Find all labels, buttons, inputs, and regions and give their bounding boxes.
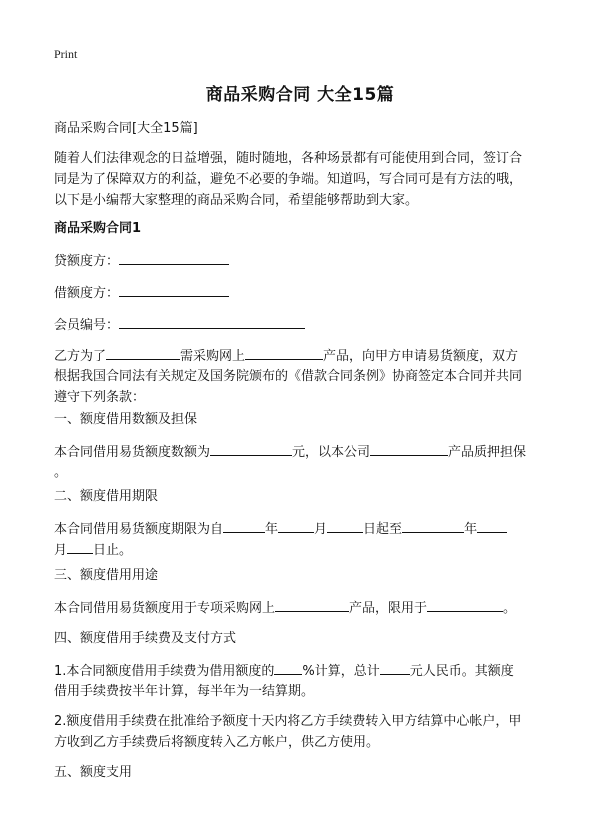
s2-line-2	[54, 539, 554, 561]
s2-heading: 二、额度借用期限	[54, 489, 159, 504]
para1-text-c: 产品，向甲方申请易货额度，双方	[323, 349, 519, 364]
s2-text-d: 日起至	[363, 522, 403, 537]
member-field	[54, 314, 554, 336]
s2-blank-6[interactable]	[67, 539, 93, 554]
s2-blank-4[interactable]	[402, 518, 464, 533]
borrower-label: 借额度方：	[54, 286, 120, 301]
s2-blank-3[interactable]	[327, 518, 363, 533]
intro-line-1: 随着人们法律观念的日益增强，随时随地，各种场景都有可能使用到合同，签订合	[54, 151, 523, 166]
para1-line-2: 根据我国合同法有关规定及国务院颁布的《借款合同条例》协商签定本合同并共同	[54, 369, 523, 384]
para1-blank-2[interactable]	[245, 345, 323, 360]
s2-blank-5[interactable]	[477, 518, 507, 533]
s4-text-b: %计算，总计	[302, 664, 380, 679]
lender-label: 贷额度方：	[54, 254, 120, 269]
member-label: 会员编号：	[54, 318, 120, 333]
s2-text-b: 年	[265, 522, 279, 537]
s3-blank-1[interactable]	[275, 597, 349, 612]
borrower-blank[interactable]	[119, 282, 229, 297]
borrower-field	[54, 282, 554, 304]
s1-blank-2[interactable]	[370, 441, 448, 456]
s3-heading: 三、额度借用用途	[54, 568, 159, 583]
s2-blank-1[interactable]	[223, 518, 265, 533]
para1-blank-1[interactable]	[106, 345, 180, 360]
lender-blank[interactable]	[119, 250, 229, 265]
para1-line-1	[54, 345, 554, 367]
intro-line-3: 以下是小编帮大家整理的商品采购合同，希望能够帮助到大家。	[54, 193, 419, 208]
s5-heading: 五、额度支用	[54, 765, 133, 780]
s4-text-a: 1.本合同额度借用手续费为借用额度的	[54, 664, 275, 679]
s1-text-c: 产品质押担保	[448, 445, 527, 460]
s4-text-c: 元人民币。其额度	[409, 664, 514, 679]
para1-line-3: 遵守下列条款：	[54, 390, 146, 405]
s3-text-a: 本合同借用易货额度用于专项采购网上	[54, 601, 276, 616]
s1-heading: 一、额度借用数额及担保	[54, 412, 198, 427]
s4-p2-line-1: 2.额度借用手续费在批准给予额度十天内将乙方手续费转入甲方结算中心帐户，甲	[54, 714, 522, 729]
document-subtitle: 商品采购合同[大全15篇]	[54, 121, 198, 136]
s2-text-c: 月	[314, 522, 328, 537]
para1-text-a: 乙方为了	[54, 349, 107, 364]
section-title: 商品采购合同1	[54, 221, 142, 236]
s3-blank-2[interactable]	[427, 597, 503, 612]
member-blank[interactable]	[119, 314, 305, 329]
s2-text-g: 日止。	[93, 543, 133, 558]
s4-p1-line-1	[54, 660, 554, 682]
s3-text-c: 。	[503, 601, 517, 616]
s1-text-b: 元，以本公司	[292, 445, 371, 460]
s1-blank-1[interactable]	[210, 441, 292, 456]
para1-text-b: 需采购网上	[180, 349, 246, 364]
s1-line-1	[54, 441, 554, 463]
s1-line-2: 。	[54, 465, 68, 480]
document-title: 商品采购合同 大全15篇	[205, 85, 395, 105]
s4-heading: 四、额度借用手续费及支付方式	[54, 631, 237, 646]
s2-text-a: 本合同借用易货额度期限为自	[54, 522, 224, 537]
print-label: Print	[54, 47, 78, 61]
s2-line-1	[54, 518, 554, 540]
s1-text-a: 本合同借用易货额度数额为	[54, 445, 211, 460]
s2-text-f: 月	[54, 543, 68, 558]
intro-line-2: 同是为了保障双方的利益，避免不必要的争端。知道吗，写合同可是有方法的哦，	[54, 172, 523, 187]
s2-text-e: 年	[464, 522, 478, 537]
s2-blank-2[interactable]	[278, 518, 314, 533]
s3-line-1	[54, 597, 554, 619]
lender-field	[54, 250, 554, 272]
s3-text-b: 产品，限用于	[349, 601, 428, 616]
s4-p1-line-2: 借用手续费按半年计算，每半年为一结算期。	[54, 684, 315, 699]
s4-blank-2[interactable]	[380, 660, 410, 675]
s4-p2-line-2: 方收到乙方手续费后将额度转入乙方帐户，供乙方使用。	[54, 735, 380, 750]
s4-blank-1[interactable]	[274, 660, 302, 675]
